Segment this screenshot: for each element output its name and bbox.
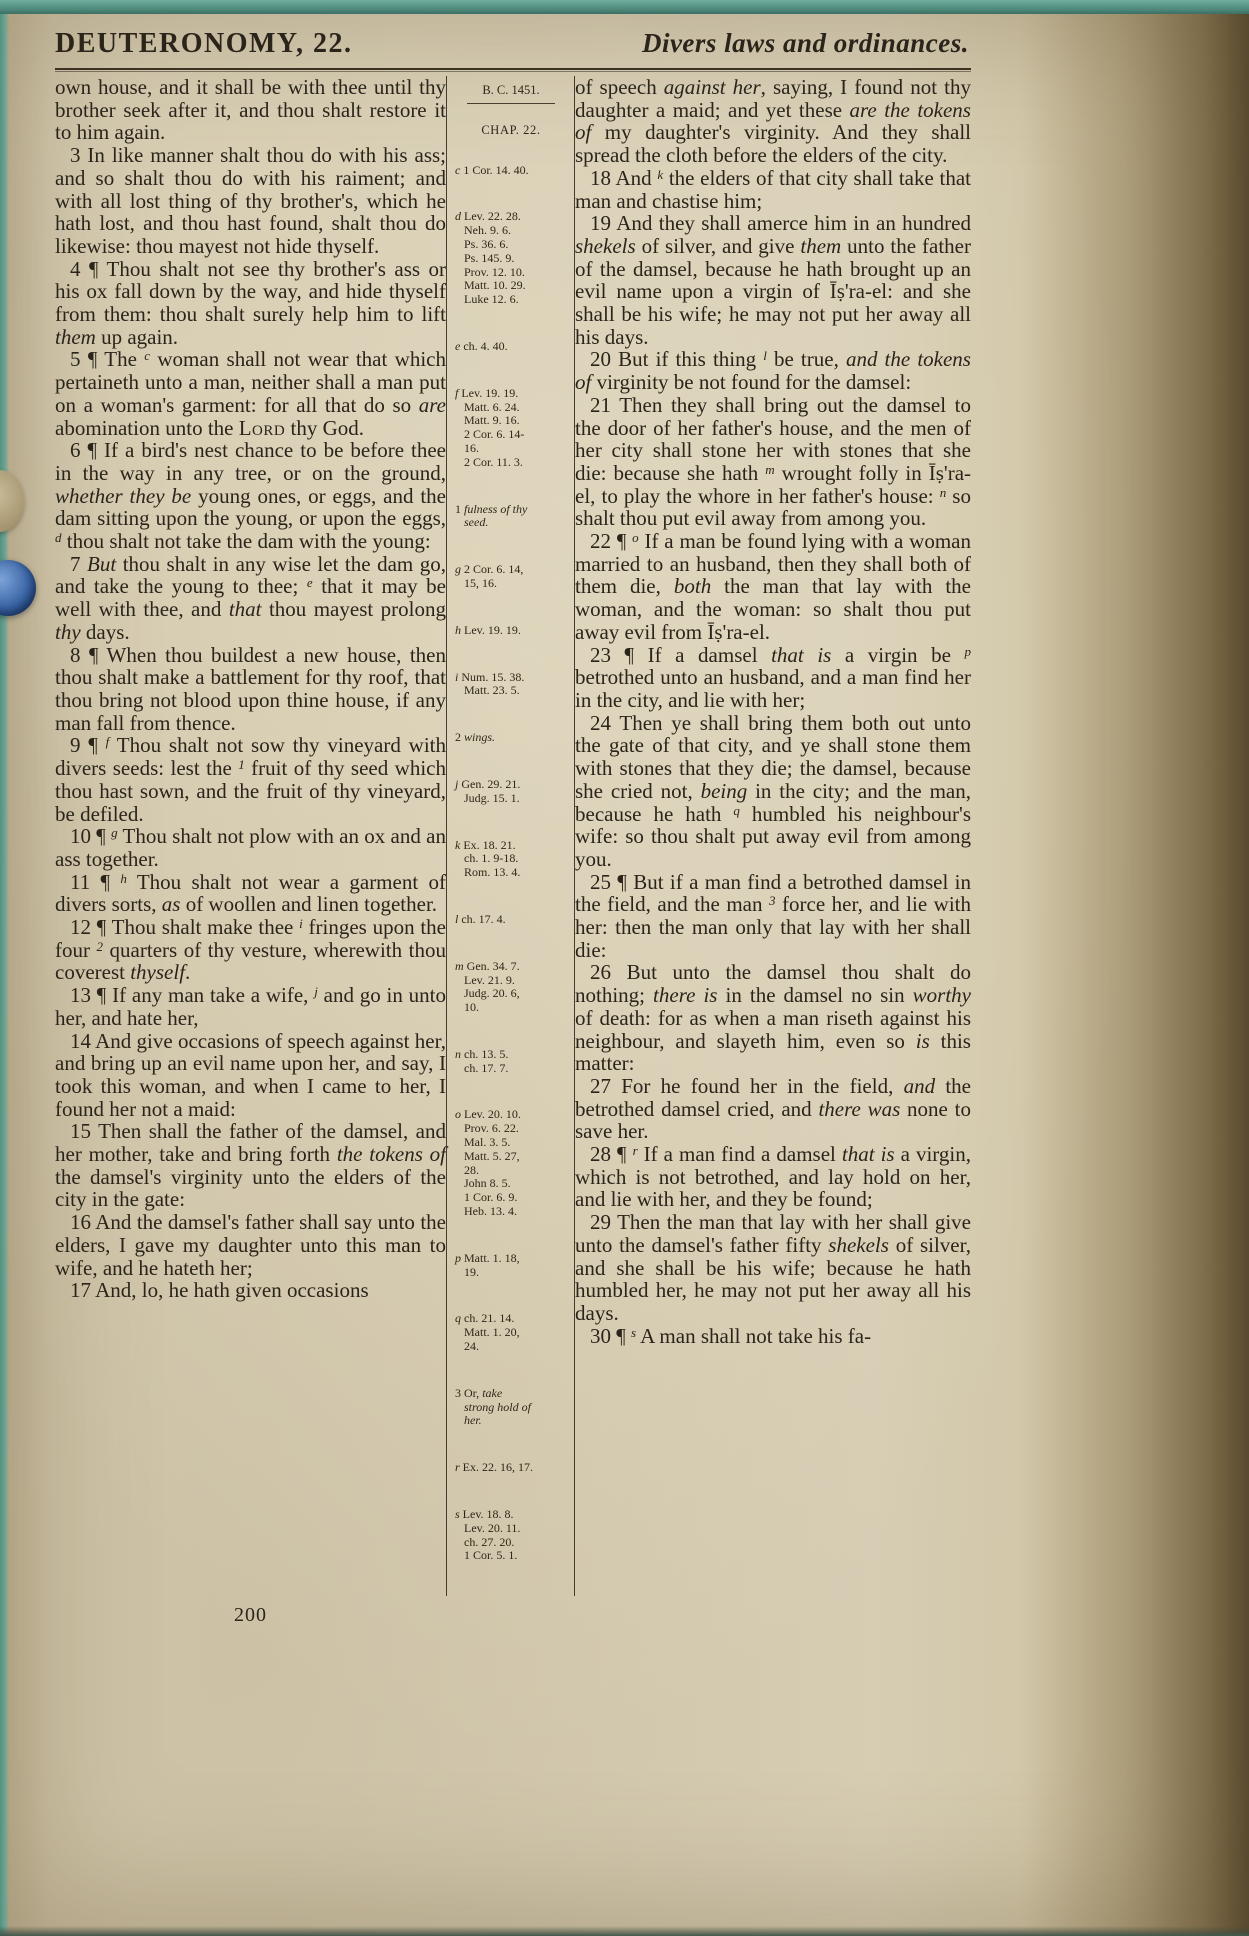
page-number: 200 (234, 1604, 267, 1627)
verse-paragraph: 28 ¶ $^r$ If a man find a damsel that is a virgin, which is not betrothed, and lay hold on her, and lie with her, and they be found; (575, 1142, 971, 1212)
verse-paragraph: 22 ¶ $^o$ If a man be found lying with a woman married to an husband, then they shall both of them die, both the man that lay with the woman, and the woman: so shalt thou put away evil from Īṣ'ra-el. (575, 529, 972, 644)
cross-reference: k Ex. 18. 21. ch. 1. 9-18. Rom. 13. 4. (455, 837, 521, 880)
verse-paragraph: 11 ¶ $^h$ Thou shalt not wear a garment of divers sorts, as of woollen and linen together. (55, 869, 446, 917)
bc-date-rule (467, 103, 555, 104)
verse-paragraph: 12 ¶ Thou shalt make thee $^i$ fringes upon the four $^2$ quarters of thy vesture, wherewith thou coverest thyself. (55, 915, 446, 985)
cross-reference: d Lev. 22. 28. Neh. 9. 6. Ps. 36. 6. Ps. 145. 9. Prov. 12. 10. Matt. 10. 29. Luke 12. 6. (455, 209, 526, 307)
verse-paragraph: 7 But thou shalt in any wise let the dam go, and take the young to thee; $^e$ that it may be well with thee, and that thou mayest prolong thy days. (55, 551, 446, 644)
cross-reference: n ch. 13. 5. ch. 17. 7. (455, 1046, 509, 1075)
verse-paragraph: 20 But if this thing $^l$ be true, and the tokens of virginity be not found for the damsel: (575, 347, 971, 395)
verse-paragraph: 24 Then ye shall bring them both out unto the gate of that city, and ye shall stone them with stones that they die; the damsel, because she cried not, being in the city; and the man, because he hath $^q$ humbled his neighbour's wife: so thou shalt put away evil from among you. (575, 710, 971, 871)
cross-reference: l ch. 17. 4. (455, 911, 506, 926)
chapter-heading: CHAP. 22. (481, 122, 541, 137)
translator-note: 2 wings. (455, 730, 496, 745)
verse-paragraph: 5 ¶ The $^c$ woman shall not wear that which pertaineth unto a man, neither shall a man put on a woman's garment: for all that do so are abomination unto the Lord thy God. (55, 347, 446, 440)
running-head: Divers laws and ordinances. (641, 28, 969, 58)
cross-reference: i Num. 15. 38. Matt. 23. 5. (455, 669, 525, 698)
page-header (55, 24, 971, 68)
page-gutter-shadow (1019, 0, 1249, 1936)
page-title: DEUTERONOMY, 22. (55, 28, 353, 59)
cross-reference: m Gen. 34. 7. Lev. 21. 9. Judg. 20. 6, 10. (455, 958, 520, 1015)
cross-reference: h Lev. 19. 19. (455, 622, 521, 637)
verse-paragraph: 18 And $^k$ the elders of that city shall take that man and chastise him; (575, 165, 971, 213)
verse-paragraph: 6 ¶ If a bird's nest chance to be before thee in the way in any tree, or on the ground, whether they be young ones, or eggs, and the dam sitting upon the young, or upon the eggs, $^d$ thou shalt not take the dam with the young: (55, 438, 446, 554)
verse-paragraph: own house, and it shall be with thee until thy brother seek after it, and thou shalt restore it to him again. (55, 75, 446, 145)
translator-note: 3 Or, take strong hold of her. (455, 1385, 531, 1428)
thumb-index-tab (0, 560, 36, 616)
cross-reference: c 1 Cor. 14. 40. (455, 162, 529, 177)
header-rule (55, 68, 971, 72)
cross-reference: f Lev. 19. 19. Matt. 6. 24. Matt. 9. 16. 2 Cor. 6. 14- 16. 2 Cor. 11. 3. (455, 385, 525, 469)
text-columns (55, 76, 971, 1596)
book-cover-edge-top (0, 0, 1249, 14)
thumb-index-notch (0, 470, 24, 532)
cross-reference: r Ex. 22. 16, 17. (455, 1460, 534, 1475)
verse-paragraph: 29 Then the man that lay with her shall give unto the damsel's father fifty shekels of silver, and she shall be his wife; because he hath humbled her, he may not put her away all his days. (575, 1210, 972, 1325)
verse-paragraph: 21 Then they shall bring out the damsel to the door of her father's house, and the men of her city shall stone her with stones that she die: because she hath $^m$ wrought folly in Īṣ'ra-el, to play the whore in her father's house: $^n$ so shalt thou put evil away from among you. (575, 392, 972, 531)
verse-paragraph: 8 ¶ When thou buildest a new house, then thou shalt make a battlement for thy roof, that thou bring not blood upon thine house, if any man fall from thence. (55, 642, 446, 735)
verse-paragraph: 16 And the damsel's father shall say unto the elders, I gave my daughter unto this man to wife, and he hateth her; (55, 1210, 446, 1280)
book-cover-edge-bottom (0, 1926, 1249, 1936)
verse-paragraph: 3 In like manner shalt thou do with his ass; and so shalt thou do with his raiment; and with all lost thing of thy brother's, which he hath lost, and thou hast found, shalt thou do likewise: thou mayest not hide thyself. (55, 143, 446, 258)
verse-paragraph: 19 And they shall amerce him in an hundred shekels of silver, and give them unto the father of the damsel, because he hath brought up an evil name upon a virgin of Īṣ'ra-el: and she shall be his wife; he may not put her away all his days. (575, 211, 971, 349)
cross-reference: p Matt. 1. 18, 19. (455, 1250, 520, 1279)
verse-paragraph: 10 ¶ $^g$ Thou shalt not plow with an ox and an ass together. (55, 824, 446, 871)
cross-reference: e ch. 4. 40. (455, 338, 508, 353)
printed-page (55, 24, 971, 1627)
cross-reference: g 2 Cor. 6. 14, 15, 16. (455, 562, 524, 590)
verse-paragraph: 17 And, lo, he hath given occasions (70, 1278, 369, 1303)
cross-reference: j Gen. 29. 21. Judg. 15. 1. (455, 776, 521, 805)
cross-reference: q ch. 21. 14. Matt. 1. 20, 24. (455, 1311, 520, 1354)
verse-paragraph: 30 ¶ $^s$ A man shall not take his fa- (590, 1323, 872, 1348)
verse-paragraph: 15 Then shall the father of the damsel, and her mother, take and bring forth the tokens of the damsel's virginity unto the elders of the city in the gate: (55, 1119, 447, 1212)
verse-paragraph: 4 ¶ Thou shalt not see thy brother's ass or his ox fall down by the way, and hide thyself from them: thou shalt surely help him to lift them up again. (55, 256, 446, 349)
right-column (575, 76, 971, 1596)
cross-reference: o Lev. 20. 10. Prov. 6. 22. Mal. 3. 5. Matt. 5. 27, 28. John 8. 5. 1 Cor. 6. 9. Heb. 13. 4. (455, 1107, 521, 1219)
cross-reference: s Lev. 18. 8. Lev. 20. 11. ch. 27. 20. 1 Cor. 5. 1. (455, 1507, 521, 1563)
left-column (55, 76, 446, 1596)
verse-paragraph: of speech against her, saying, I found not thy daughter a maid; and yet these are the tokens of my daughter's virginity. And they shall spread the cloth before the elders of the city. (575, 75, 971, 168)
verse-paragraph: 9 ¶ $^f$ Thou shalt not sow thy vineyard with divers seeds: lest the $^1$ fruit of thy seed which thou hast sown, and the fruit of thy vineyard, be defiled. (55, 733, 447, 826)
verse-paragraph: 14 And give occasions of speech against her, and bring up an evil name upon her, and say, I took this woman, and when I came to her, I found her not a maid: (55, 1028, 446, 1121)
bc-date: B. C. 1451. (482, 83, 540, 97)
verse-paragraph: 13 ¶ If any man take a wife, $^j$ and go in unto her, and hate her, (55, 983, 446, 1030)
verse-paragraph: 25 ¶ But if a man find a betrothed damsel in the field, and the man $^3$ force her, and lie with her: then the man only that lay with her shall die: (575, 869, 971, 962)
cross-reference-column (446, 76, 575, 1596)
verse-paragraph: 27 For he found her in the field, and the betrothed damsel cried, and there was none to save her. (575, 1073, 972, 1144)
verse-paragraph: 23 ¶ If a damsel that is a virgin be $^p$ betrothed unto an husband, and a man find her in the city, and lie with her; (575, 642, 971, 712)
book-cover-edge-left (0, 0, 9, 1936)
verse-paragraph: 26 But unto the damsel thou shalt do nothing; there is in the damsel no sin worthy of death: for as when a man riseth against his neighbour, and slayeth him, even so is this matter: (575, 960, 971, 1076)
translator-note: 1 fulness of thy seed. (455, 501, 528, 530)
